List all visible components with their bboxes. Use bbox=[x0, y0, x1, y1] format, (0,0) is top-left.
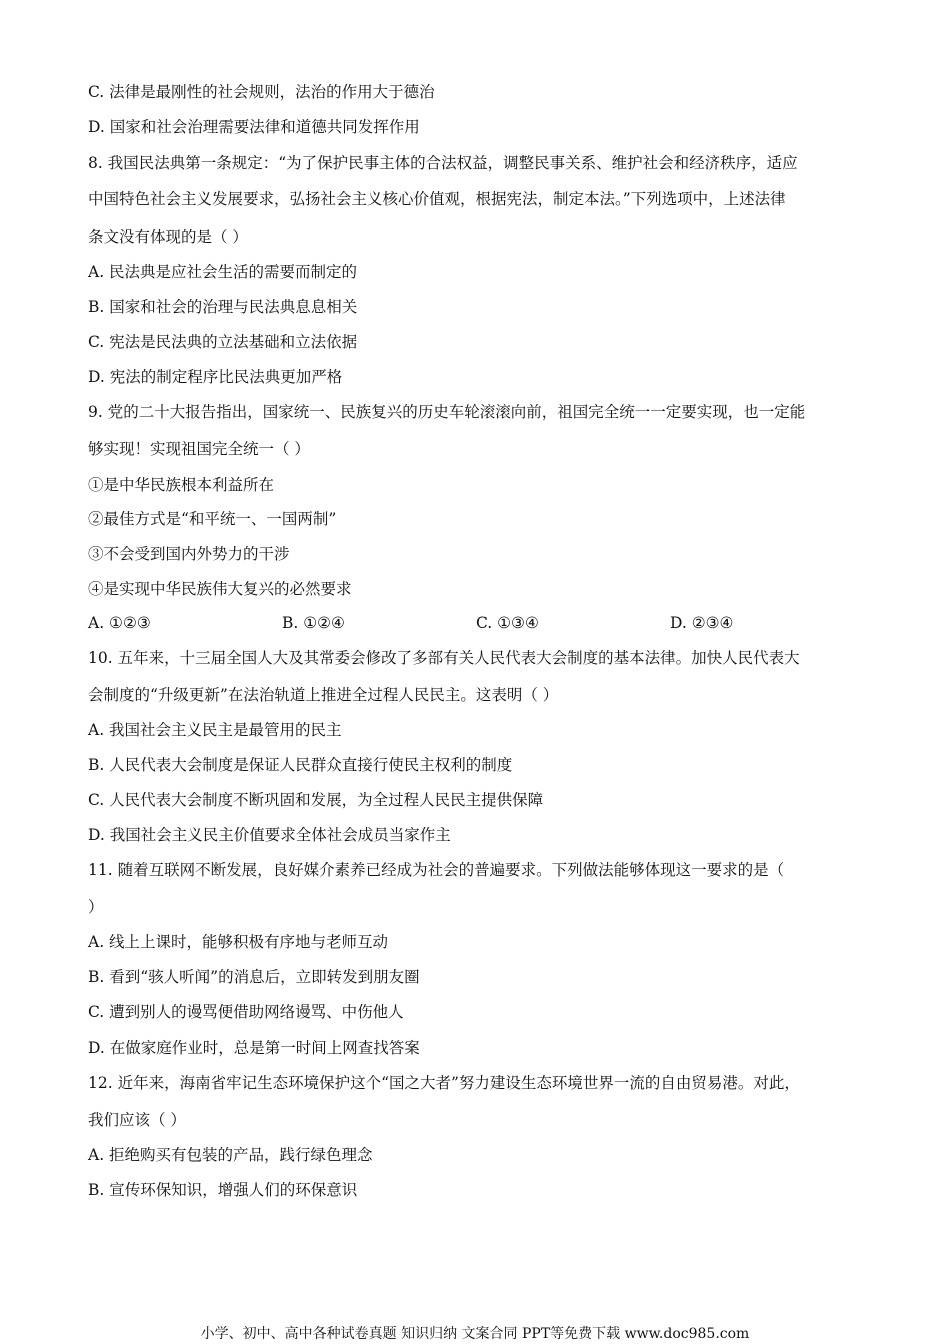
q11-option-b: B. 看到“骇人听闻”的消息后，立即转发到朋友圈 bbox=[88, 968, 420, 986]
q10-stem-line-1: 10. 五年来，十三届全国人大及其常委会修改了多部有关人民代表大会制度的基本法律。加快人民代表大 bbox=[88, 649, 800, 667]
q10-option-d: D. 我国社会主义民主价值要求全体社会成员当家作主 bbox=[88, 826, 451, 844]
q8-stem-line-3: 条文没有体现的是（ ） bbox=[88, 228, 248, 246]
q12-option-a: A. 拒绝购买有包装的产品，践行绿色理念 bbox=[88, 1146, 373, 1164]
q9-statement-3: ③不会受到国内外势力的干涉 bbox=[88, 545, 290, 563]
q9-options-row bbox=[88, 613, 868, 633]
q7-option-c: C. 法律是最刚性的社会规则，法治的作用大于德治 bbox=[88, 83, 435, 101]
q11-stem-line-1: 11. 随着互联网不断发展，良好媒介素养已经成为社会的普遍要求。下列做法能够体现这一要求的是（ bbox=[88, 861, 785, 879]
q11-stem-line-2: ） bbox=[88, 898, 104, 916]
q8-option-a: A. 民法典是应社会生活的需要而制定的 bbox=[88, 263, 358, 281]
q7-option-d: D. 国家和社会治理需要法律和道德共同发挥作用 bbox=[88, 118, 420, 136]
q8-option-b: B. 国家和社会的治理与民法典息息相关 bbox=[88, 298, 358, 316]
q9-option-a: A. ①②③ bbox=[88, 614, 151, 632]
q10-option-b: B. 人民代表大会制度是保证人民群众直接行使民主权利的制度 bbox=[88, 756, 513, 774]
q9-stem-line-1: 9. 党的二十大报告指出，国家统一、民族复兴的历史车轮滚滚向前，祖国完全统一一定要实现，也一定能 bbox=[88, 403, 806, 421]
page-footer: 小学、初中、高中各种试卷真题 知识归纳 文案合同 PPT等免费下载 www.doc985.com bbox=[200, 1326, 750, 1342]
q9-statement-4: ④是实现中华民族伟大复兴的必然要求 bbox=[88, 580, 352, 598]
q9-statement-1: ①是中华民族根本利益所在 bbox=[88, 476, 275, 494]
q12-stem-line-2: 我们应该（ ） bbox=[88, 1111, 186, 1129]
q10-stem-line-2: 会制度的“升级更新”在法治轨道上推进全过程人民民主。这表明（ ） bbox=[88, 686, 559, 704]
q8-option-d: D. 宪法的制定程序比民法典更加严格 bbox=[88, 368, 343, 386]
q9-option-d: D. ②③④ bbox=[670, 614, 734, 632]
q11-option-a: A. 线上上课时，能够积极有序地与老师互动 bbox=[88, 933, 389, 951]
q12-stem-line-1: 12. 近年来，海南省牢记生态环境保护这个“国之大者”努力建设生态环境世界一流的自由贸易港。对此， bbox=[88, 1074, 800, 1092]
q10-option-a: A. 我国社会主义民主是最管用的民主 bbox=[88, 721, 342, 739]
q12-option-b: B. 宣传环保知识，增强人们的环保意识 bbox=[88, 1181, 358, 1199]
q9-option-c: C. ①③④ bbox=[476, 614, 539, 632]
q8-stem-line-2: 中国特色社会主义发展要求，弘扬社会主义核心价值观，根据宪法，制定本法。”下列选项中，上述法律 bbox=[88, 190, 786, 208]
q9-statement-2: ②最佳方式是“和平统一、一国两制” bbox=[88, 510, 337, 528]
q9-option-b: B. ①②④ bbox=[282, 614, 345, 632]
q8-stem-line-1: 8. 我国民法典第一条规定：“为了保护民事主体的合法权益，调整民事关系、维护社会和经济秩序，适应 bbox=[88, 154, 798, 172]
q11-option-d: D. 在做家庭作业时，总是第一时间上网查找答案 bbox=[88, 1039, 420, 1057]
q10-option-c: C. 人民代表大会制度不断巩固和发展，为全过程人民民主提供保障 bbox=[88, 791, 544, 809]
q11-option-c: C. 遭到别人的谩骂便借助网络谩骂、中伤他人 bbox=[88, 1003, 404, 1021]
q8-option-c: C. 宪法是民法典的立法基础和立法依据 bbox=[88, 333, 358, 351]
q9-stem-line-2: 够实现！实现祖国完全统一（ ） bbox=[88, 440, 310, 458]
